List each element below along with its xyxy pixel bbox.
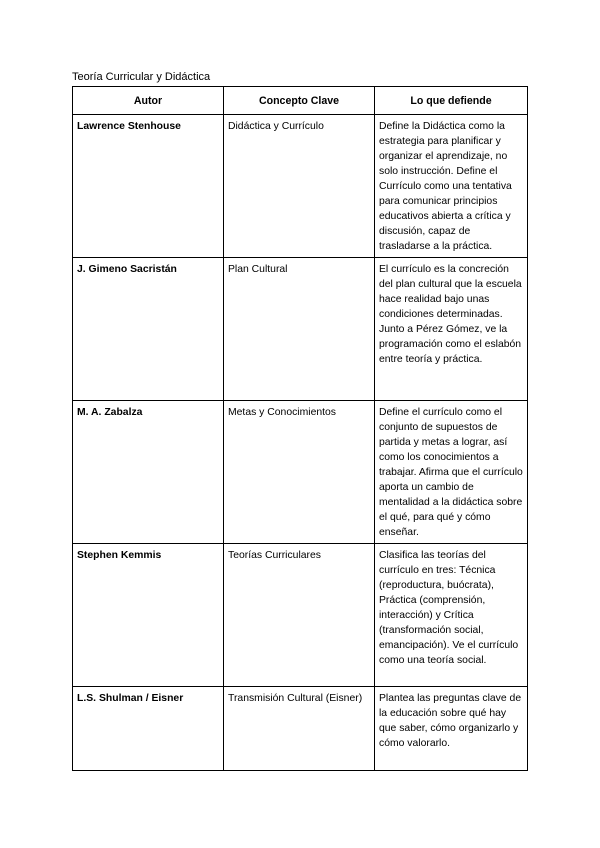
column-header-lo-que-defiende: Lo que defiende xyxy=(375,87,528,115)
column-header-concepto-clave: Concepto Clave xyxy=(224,87,375,115)
cell-autor: L.S. Shulman / Eisner xyxy=(73,687,224,771)
cell-defiende: El currículo es la concreción del plan cultural que la escuela hace realidad bajo unas condiciones determinadas. Junto a Pérez Gómez, ve la programación como el eslabón entre teoría y práctica. xyxy=(375,258,528,401)
column-header-autor: Autor xyxy=(73,87,224,115)
cell-autor: M. A. Zabalza xyxy=(73,401,224,544)
cell-autor: J. Gimeno Sacristán xyxy=(73,258,224,401)
table-row xyxy=(73,115,528,258)
cell-defiende: Clasifica las teorías del currículo en tres: Técnica (reproductura, buócrata), Práctica (comprensión, interacción) y Crítica (transformación social, emancipación). Ve el currículo como una teoría social. xyxy=(375,544,528,687)
cell-defiende: Define la Didáctica como la estrategia para planificar y organizar el aprendizaje, no solo instrucción. Define el Currículo como una tentativa para comunicar principios educativos abierta a crítica y discusión, capaz de trasladarse a la práctica. xyxy=(375,115,528,258)
cell-defiende: Plantea las preguntas clave de la educación sobre qué hay que saber, cómo organizarlo y cómo valorarlo. xyxy=(375,687,528,771)
page-title: Teoría Curricular y Didáctica xyxy=(72,71,211,83)
cell-concepto: Transmisión Cultural (Eisner) xyxy=(224,687,375,771)
cell-defiende: Define el currículo como el conjunto de supuestos de partida y metas a lograr, así como los conocimientos a trabajar. Afirma que el currículo aporta un cambio de mentalidad a la didáctica sobre el qué, para qué y cómo enseñar. xyxy=(375,401,528,544)
table-row xyxy=(73,401,528,544)
table-header-row xyxy=(73,87,528,115)
table-row xyxy=(73,687,528,771)
curriculum-theory-table xyxy=(72,86,528,771)
cell-autor: Stephen Kemmis xyxy=(73,544,224,687)
cell-concepto: Metas y Conocimientos xyxy=(224,401,375,544)
table-row xyxy=(73,258,528,401)
cell-concepto: Teorías Curriculares xyxy=(224,544,375,687)
cell-concepto: Didáctica y Currículo xyxy=(224,115,375,258)
cell-concepto: Plan Cultural xyxy=(224,258,375,401)
cell-autor: Lawrence Stenhouse xyxy=(73,115,224,258)
table-row xyxy=(73,544,528,687)
